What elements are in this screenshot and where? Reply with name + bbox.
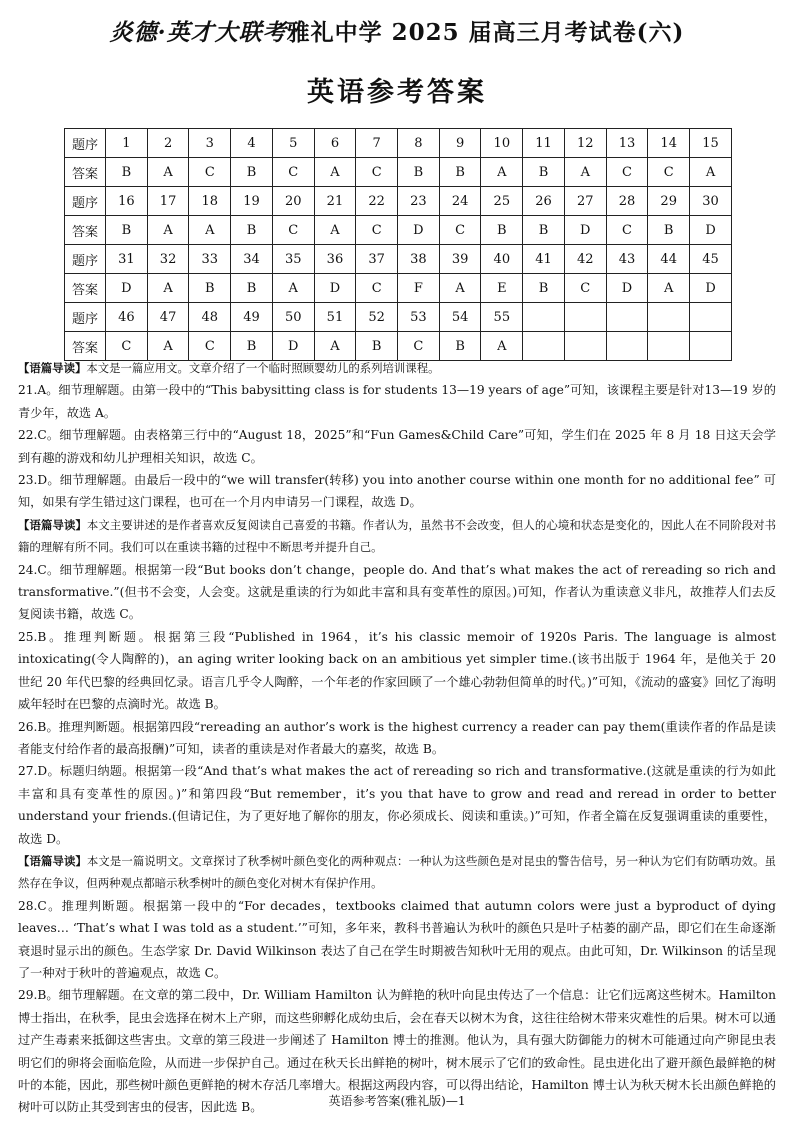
table-cell: 20 <box>272 187 314 216</box>
table-cell: C <box>606 158 648 187</box>
table-cell: C <box>398 332 440 361</box>
answer-explanation <box>18 469 776 514</box>
table-cell: D <box>690 216 732 245</box>
table-cell: 46 <box>106 303 148 332</box>
table-cell: B <box>231 274 273 303</box>
table-cell: 14 <box>648 129 690 158</box>
table-cell: 23 <box>398 187 440 216</box>
table-cell: 40 <box>481 245 523 274</box>
exam-header <box>0 14 794 47</box>
table-cell: D <box>564 216 606 245</box>
paragraph-text: 22.C。细节理解题。由表格第三行中的“August 18，2025”和“Fun Games&Child Care”可知，学生们在 2025 年 8 月 18 日这天会学到有趣的游戏和幼儿护理相关知识，故选 C。 <box>18 428 776 465</box>
intro-tag: 【语篇导读】 <box>18 517 87 532</box>
table-cell: A <box>481 158 523 187</box>
table-cell: 16 <box>106 187 148 216</box>
table-cell: 50 <box>272 303 314 332</box>
answer-row <box>65 274 732 303</box>
question-number-row <box>65 187 732 216</box>
paragraph-text: 23.D。细节理解题。由最后一段中的“we will transfer(转移) you into another course within one month for no additional fee” 可知，如果有学生错过这门课程，也可在一个月内申请另一门课程，故选 D。 <box>18 473 776 510</box>
passage-intro <box>18 514 776 559</box>
table-cell: 45 <box>690 245 732 274</box>
table-cell <box>523 303 565 332</box>
table-cell: C <box>648 158 690 187</box>
table-cell: 39 <box>439 245 481 274</box>
question-number-row <box>65 303 732 332</box>
row-header: 答案 <box>65 216 106 245</box>
question-number-row <box>65 129 732 158</box>
table-cell: 7 <box>356 129 398 158</box>
table-cell: 51 <box>314 303 356 332</box>
table-cell: B <box>398 158 440 187</box>
paragraph-text: 本文是一篇说明文。文章探讨了秋季树叶颜色变化的两种观点：一种认为这些颜色是对昆虫的警告信号，另一种认为它们有防晒功效。虽然存在争议，但两种观点都暗示秋季树叶的颜色变化对树木有保护作用。 <box>18 853 776 891</box>
table-cell: A <box>189 216 231 245</box>
table-cell: B <box>189 274 231 303</box>
table-cell: 30 <box>690 187 732 216</box>
table-cell: 5 <box>272 129 314 158</box>
table-cell: B <box>523 274 565 303</box>
table-cell: B <box>231 216 273 245</box>
table-cell: 11 <box>523 129 565 158</box>
table-cell: F <box>398 274 440 303</box>
table-cell: A <box>439 274 481 303</box>
table-cell: B <box>648 216 690 245</box>
intro-tag: 【语篇导读】 <box>18 361 87 375</box>
table-cell: B <box>523 158 565 187</box>
table-cell: 33 <box>189 245 231 274</box>
table-cell: 9 <box>439 129 481 158</box>
answer-explanation <box>18 379 776 424</box>
table-cell: 35 <box>272 245 314 274</box>
table-cell: A <box>314 332 356 361</box>
table-cell: 3 <box>189 129 231 158</box>
table-cell: 21 <box>314 187 356 216</box>
paragraph-text: 28.C。推理判断题。根据第一段中的“For decades，textbooks claimed that autumn colors were just a byproduct of dying leaves… ‘That’s what I was told as a student.’”可知，多年来，教科书普遍认为秋叶的颜色只是叶子枯萎的副产品，即它们在生命逐渐衰退时显示出的颜色。生态学家 Dr. David Wilkinson 表达了自己在学生时期被告知秋叶无用的观点。由此可知，Dr. Wilkinson 的话呈现了一种对于秋叶的普遍观点，故选 C。 <box>18 898 776 980</box>
row-header: 题序 <box>65 187 106 216</box>
table-cell: 53 <box>398 303 440 332</box>
table-cell: 44 <box>648 245 690 274</box>
table-cell: 49 <box>231 303 273 332</box>
table-cell: B <box>356 332 398 361</box>
paragraph-text: 本文主要讲述的是作者喜欢反复阅读自己喜爱的书籍。作者认为，虽然书不会改变，但人的心境和状态是变化的，因此人在不同阶段对书籍的理解有所不同。我们可以在重读书籍的过程中不断思考并提升自己。 <box>18 517 776 555</box>
table-cell: 32 <box>147 245 189 274</box>
table-cell: 37 <box>356 245 398 274</box>
table-cell: A <box>147 332 189 361</box>
table-cell: A <box>314 216 356 245</box>
table-cell: 1 <box>106 129 148 158</box>
explanations <box>18 357 776 1119</box>
page-footer: 英语参考答案(雅礼版)—1 <box>328 1094 466 1108</box>
table-cell: 4 <box>231 129 273 158</box>
answer-explanation <box>18 626 776 716</box>
table-cell: B <box>231 332 273 361</box>
paragraph-text: 25.B。推理判断题。根据第三段“Published in 1964，it’s his classic memoir of 1920s Paris. The language is almost intoxicating(令人陶醉的)，an aging writer looking back on an ambitious yet simpler time.(该书出版于 1964 年，是他关于 20 世纪 20 年代巴黎的经典回忆录。语言几乎令人陶醉，一个年老的作家回顾了一个雄心勃勃但简单的时代。)”可知，《流动的盛宴》回忆了海明威年轻时在巴黎的点滴时光。故选 B。 <box>18 629 776 712</box>
table-cell: 18 <box>189 187 231 216</box>
passage-intro <box>18 850 776 895</box>
table-cell: C <box>564 274 606 303</box>
table-cell: 34 <box>231 245 273 274</box>
table-cell: A <box>648 274 690 303</box>
answer-explanation <box>18 559 776 626</box>
table-cell: 10 <box>481 129 523 158</box>
table-cell: C <box>439 216 481 245</box>
table-cell: 27 <box>564 187 606 216</box>
table-cell: D <box>606 274 648 303</box>
paragraph-text: 本文是一篇应用文。文章介绍了一个临时照顾婴幼儿的系列培训课程。 <box>86 361 440 375</box>
table-cell: A <box>147 158 189 187</box>
table-cell: C <box>356 158 398 187</box>
table-cell <box>564 303 606 332</box>
table-cell: 2 <box>147 129 189 158</box>
table-cell: C <box>272 216 314 245</box>
table-cell: D <box>272 332 314 361</box>
table-cell: 15 <box>690 129 732 158</box>
document-title: 英语参考答案 <box>307 77 487 108</box>
table-cell: C <box>606 216 648 245</box>
table-cell: A <box>314 158 356 187</box>
row-header: 题序 <box>65 303 106 332</box>
row-header: 题序 <box>65 245 106 274</box>
table-cell: B <box>523 216 565 245</box>
table-cell: 41 <box>523 245 565 274</box>
table-cell <box>690 303 732 332</box>
paragraph-text: 29.B。细节理解题。在文章的第二段中，Dr. William Hamilton 认为鲜艳的秋叶向昆虫传达了一个信息：让它们远离这些树木。Hamilton 博士指出，在秋季，昆虫会选择在树木上产卵，而这些卵孵化成幼虫后，会在春天以树木为食，这往往给树木带来灾难性的后果。树木可以通过产生毒素来抵御这些害虫。文章的第三段进一步阐述了 Hamilton 博士的推测。他认为，具有强大防御能力的树木可能通过向产卵昆虫表明它们的卵将会面临危险，从而进一步保护自己。通过在秋天长出鲜艳的树叶，树木展示了它们的致命性。昆虫进化出了避开颜色最鲜艳的树叶的本能，因此，那些树叶颜色更鲜艳的树木存活几率增大。根据这两段内容，可以得出结论，Hamilton 博士认为秋天树木长出颜色鲜艳的树叶可以防止其受到害虫的侵害，因此选 B。 <box>18 988 776 1115</box>
table-cell: 36 <box>314 245 356 274</box>
paragraph-text: 26.B。推理判断题。根据第四段“rereading an author’s work is the highest currency a reader can pay them(重读作者的作品是读者能支付给作者的最高报酬)”可知，读者的重读是对作者最大的嘉奖，故选 B。 <box>18 719 776 756</box>
table-cell: B <box>106 158 148 187</box>
answer-explanation <box>18 424 776 469</box>
table-cell: C <box>189 332 231 361</box>
answer-explanation <box>18 895 776 985</box>
table-cell: A <box>564 158 606 187</box>
row-header: 答案 <box>65 274 106 303</box>
answer-row <box>65 216 732 245</box>
table-cell: 19 <box>231 187 273 216</box>
table-cell: C <box>272 158 314 187</box>
table-cell: 48 <box>189 303 231 332</box>
table-cell: C <box>356 274 398 303</box>
table-cell: D <box>106 274 148 303</box>
passage-intro <box>18 357 776 379</box>
table-cell: 31 <box>106 245 148 274</box>
table-cell: 38 <box>398 245 440 274</box>
table-cell: B <box>439 332 481 361</box>
intro-tag: 【语篇导读】 <box>18 853 87 868</box>
table-cell: 28 <box>606 187 648 216</box>
table-cell: 25 <box>481 187 523 216</box>
table-cell: B <box>231 158 273 187</box>
table-cell: 24 <box>439 187 481 216</box>
table-cell: 55 <box>481 303 523 332</box>
row-header: 题序 <box>65 129 106 158</box>
answer-row <box>65 158 732 187</box>
question-number-row <box>65 245 732 274</box>
row-header: 答案 <box>65 158 106 187</box>
paragraph-text: 27.D。标题归纳题。根据第一段“And that’s what makes the act of rereading so rich and transformative.(这就是重读的行为如此丰富和具有变革性的原因。)”和第四段“But remember，it’s you that have to grow and read and reread in order to better understand your friends.(但请记住，为了更好地了解你的朋友，你必须成长、阅读和重读。)”可知，作者全篇在反复强调重读的重要性，故选 D。 <box>18 764 776 846</box>
table-cell: 54 <box>439 303 481 332</box>
answer-explanation <box>18 716 776 761</box>
table-cell: A <box>481 332 523 361</box>
table-cell: C <box>106 332 148 361</box>
table-cell: A <box>147 216 189 245</box>
table-cell: 17 <box>147 187 189 216</box>
table-cell: C <box>189 158 231 187</box>
table-cell <box>606 303 648 332</box>
paragraph-text: 24.C。细节理解题。根据第一段“But books don’t change，people do. And that’s what makes the act of rereading so rich and transformative.”(但书不会变，人会变。这就是重读的行为如此丰富和具有变革性的原因。)可知，作者认为重读意义非凡，故推荐人们去反复阅读书籍，故选 C。 <box>18 562 776 622</box>
table-cell: A <box>272 274 314 303</box>
brand-name: 炎德·英才大联考 <box>109 19 287 46</box>
paragraph-text: 21.A。细节理解题。由第一段中的“This babysitting class is for students 13—19 years of age”可知，该课程主要是针对13—19 岁的青少年，故选 A。 <box>18 383 776 420</box>
table-cell: B <box>481 216 523 245</box>
answer-explanation <box>18 760 776 850</box>
table-cell: 47 <box>147 303 189 332</box>
table-cell: 12 <box>564 129 606 158</box>
table-cell: 26 <box>523 187 565 216</box>
table-cell: 22 <box>356 187 398 216</box>
table-cell: E <box>481 274 523 303</box>
table-cell: D <box>690 274 732 303</box>
table-cell: A <box>690 158 732 187</box>
exam-title: 雅礼中学 2025 届高三月考试卷(六) <box>286 19 685 46</box>
table-cell: D <box>314 274 356 303</box>
row-header: 答案 <box>65 332 106 361</box>
table-cell: B <box>439 158 481 187</box>
table-cell: 13 <box>606 129 648 158</box>
table-cell: B <box>106 216 148 245</box>
table-cell: 6 <box>314 129 356 158</box>
table-cell: 29 <box>648 187 690 216</box>
table-cell: A <box>147 274 189 303</box>
table-cell: 43 <box>606 245 648 274</box>
table-cell: 42 <box>564 245 606 274</box>
table-cell: D <box>398 216 440 245</box>
answer-table <box>64 128 732 361</box>
table-cell: C <box>356 216 398 245</box>
table-cell <box>648 303 690 332</box>
table-cell: 8 <box>398 129 440 158</box>
table-cell: 52 <box>356 303 398 332</box>
